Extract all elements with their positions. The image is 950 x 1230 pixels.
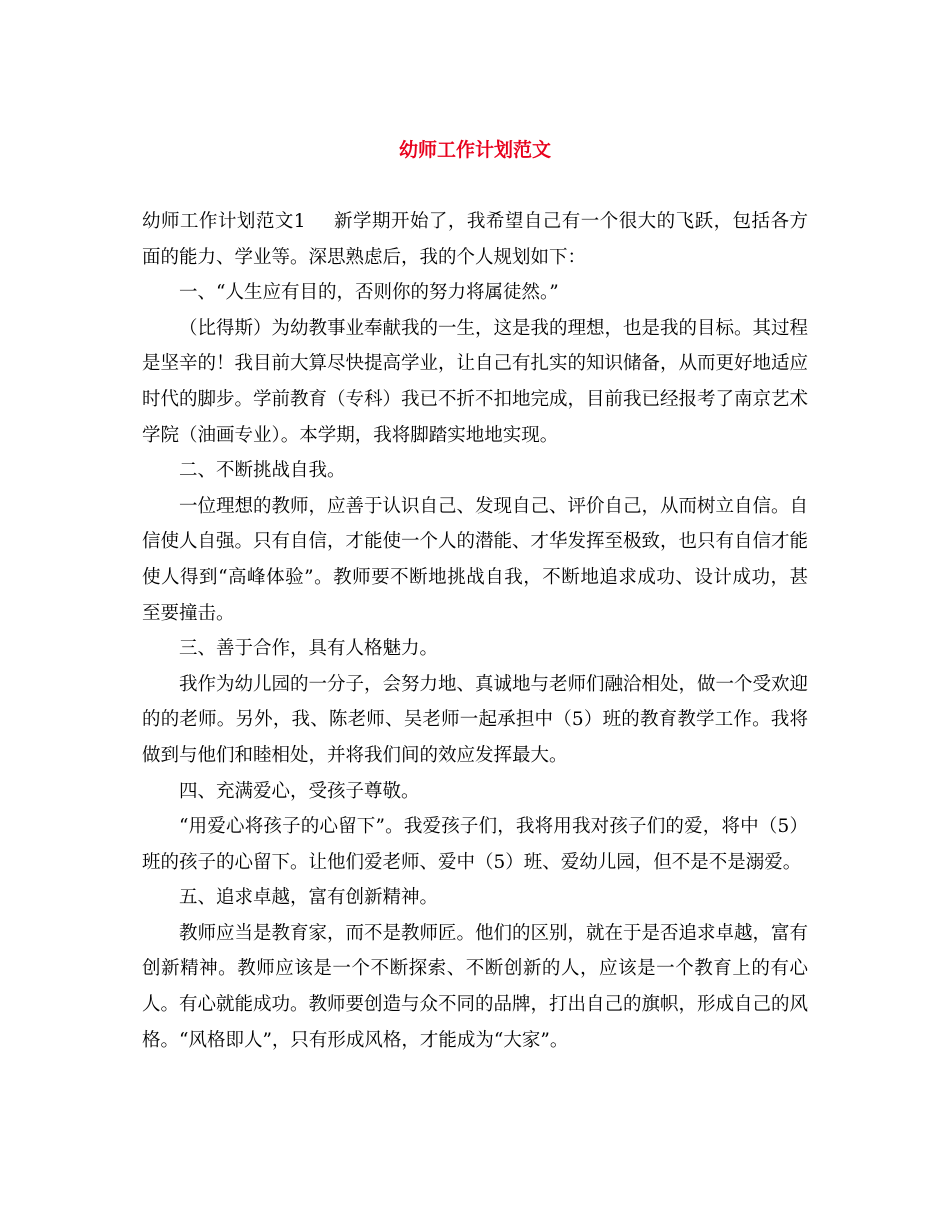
heading-four: 四、充满爱心，受孩子尊敬。 xyxy=(179,780,420,802)
heading-two: 二、不断挑战自我。 xyxy=(179,460,346,482)
paragraph-three: 我作为幼儿园的一分子，会努力地、真诚地与老师们融洽相处，做一个受欢迎的的老师。另外，我、陈老师、吴老师一起承担中（5）班的教育教学工作。我将做到与他们和睦相处，并将我们间的效应发挥最大。 xyxy=(142,673,809,766)
document-title: 幼师工作计划范文 xyxy=(398,139,551,161)
document-body xyxy=(142,204,808,1058)
paragraph-text: 新学期开始了，我希望自己有一个很大的飞跃，包括各方面的能力、学业等。深思熟虑后，我的个人规划如下： xyxy=(142,211,808,268)
section-label: 幼师工作计划范文1 xyxy=(142,211,306,232)
paragraph-intro xyxy=(142,204,808,275)
paragraph-five: 教师应当是教育家，而不是教师匠。他们的区别，就在于是否追求卓越，富有创新精神。教师应该是一个不断探索、不断创新的人，应该是一个教育上的有心人。有心就能成功。教师要创造与众不同的品牌，打出自己的旗帜，形成自己的风格。“风格即人”，只有形成风格，才能成为“大家”。 xyxy=(142,922,809,1051)
paragraph-one: （比得斯）为幼教事业奉献我的一生，这是我的理想，也是我的目标。其过程是坚辛的！我目前大算尽快提高学业，让自己有扎实的知识储备，从而更好地适应时代的脚步。学前教育（专科）我已不折不扣地完成，目前我已经报考了南京艺术学院（油画专业）。本学期，我将脚踏实地地实现。 xyxy=(142,317,809,446)
heading-one: 一、“人生应有目的，否则你的努力将属徒然。” xyxy=(179,282,559,304)
paragraph-two: 一位理想的教师，应善于认识自己、发现自己、评价自己，从而树立自信。自信使人自强。只有自信，才能使一个人的潜能、才华发挥至极致，也只有自信才能使人得到“高峰体验”。教师要不断地挑战自我，不断地追求成功、设计成功，甚至要撞击。 xyxy=(142,495,809,624)
heading-three: 三、善于合作，具有人格魅力。 xyxy=(179,638,439,660)
heading-five: 五、追求卓越，富有创新精神。 xyxy=(179,887,439,909)
paragraph-four: “用爱心将孩子的心留下”。我爱孩子们，我将用我对孩子们的爱，将中（5）班的孩子的心留下。让他们爱老师、爱中（5）班、爱幼儿园，但不是不是溺爱。 xyxy=(142,816,808,873)
